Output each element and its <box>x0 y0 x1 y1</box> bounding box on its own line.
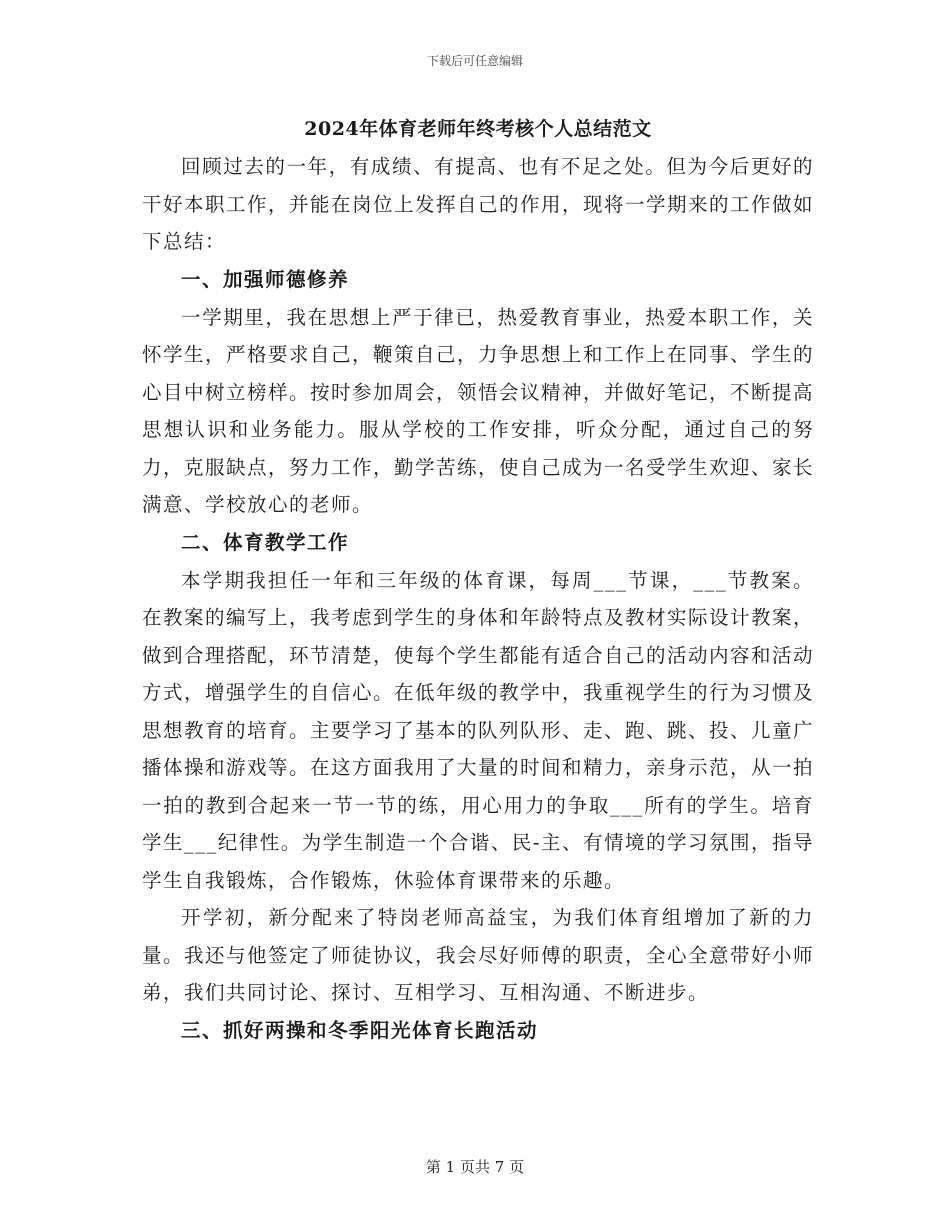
document-body <box>142 110 814 1050</box>
page-footer: 第 1 页共 7 页 <box>425 1158 525 1176</box>
section-heading-2: 二、体育教学工作 <box>181 530 350 554</box>
intro-paragraph: 回顾过去的一年，有成绩、有提高、也有不足之处。但为今后更好的干好本职工作，并能在岗位上发挥自己的作用，现将一学期来的工作做如下总结： <box>142 155 815 253</box>
section-1-paragraph: 一学期里，我在思想上严于律已，热爱教育事业，热爱本职工作，关怀学生，严格要求自己，鞭策自己，力争思想上和工作上在同事、学生的心目中树立榜样。按时参加周会，领悟会议精神，并做好笔记，不断提高思想认识和业务能力。服从学校的工作安排，听众分配，通过自己的努力，克服缺点，努力工作，勤学苦练，使自己成为一名受学生欢迎、家长满意、学校放心的老师。 <box>142 305 815 516</box>
section-2-paragraph-1: 本学期我担任一年和三年级的体育课，每周___节课，___节教案。在教案的编写上，我考虑到学生的身体和年龄特点及教材实际设计教案，做到合理搭配，环节清楚，使每个学生都能有适合自己的活动内容和活动方式，增强学生的自信心。在低年级的教学中，我重视学生的行为习惯及思想教育的培育。主要学习了基本的队列队形、走、跑、跳、投、儿童广播体操和游戏等。在这方面我用了大量的时间和精力，亲身示范，从一拍一拍的教到合起来一节一节的练，用心用力的争取___所有的学生。培育学生___纪律性。为学生制造一个合谐、民-主、有情境的学习氛围，指导学生自我锻炼，合作锻炼，休验体育课带来的乐趣。 <box>142 568 815 892</box>
document-title: 2024年体育老师年终考核个人总结范文 <box>304 118 652 140</box>
section-2-paragraph-2: 开学初，新分配来了特岗老师高益宝，为我们体育组增加了新的力量。我还与他签定了师徒协议，我会尽好师傅的职责，全心全意带好小师弟，我们共同讨论、探讨、互相学习、互相沟通、不断进步。 <box>142 906 815 1004</box>
section-heading-1: 一、加强师德修养 <box>181 267 350 291</box>
section-heading-3: 三、抓好两操和冬季阳光体育长跑活动 <box>181 1018 539 1042</box>
page-header: 下载后可任意编辑 <box>426 54 523 68</box>
